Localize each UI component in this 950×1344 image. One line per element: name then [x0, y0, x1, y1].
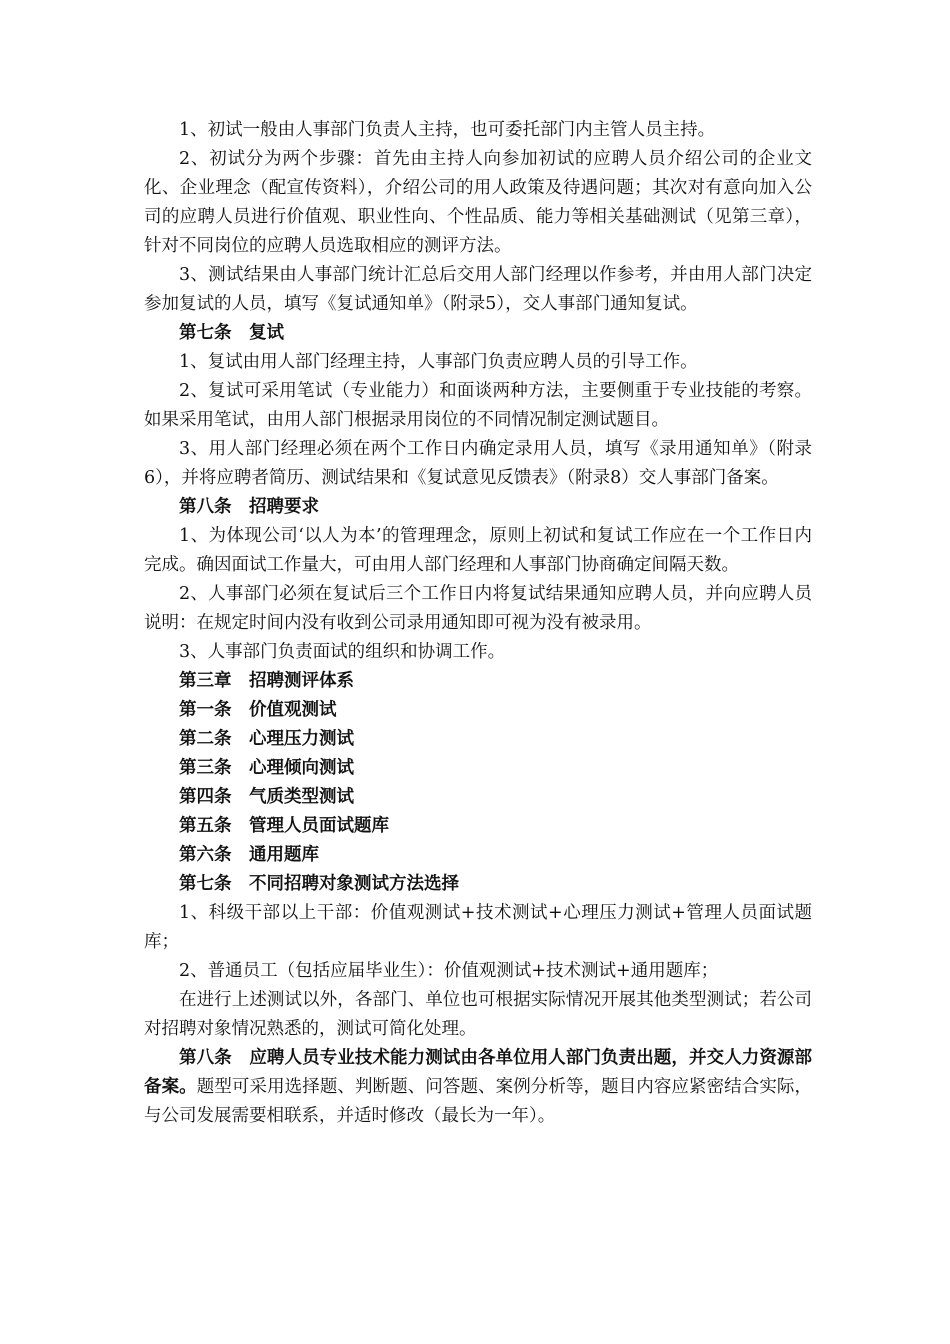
section-heading: 第六条 通用题库 — [179, 845, 319, 865]
section-heading: 第七条 不同招聘对象测试方法选择 — [179, 874, 459, 894]
paragraph: 2、普通员工（包括应届毕业生）：价值观测试+技术测试+通用题库； — [179, 961, 719, 981]
paragraph: 3、测试结果由人事部门统计汇总后交用人部门经理以作参考，并由用人部门决定参加复试的人员，填写《复试通知单》（附录5），交人事部门通知复试。 — [144, 265, 812, 314]
section-heading: 第一条 价值观测试 — [179, 700, 337, 720]
chapter-heading: 第三章 招聘测评体系 — [179, 671, 354, 691]
paragraph: 在进行上述测试以外，各部门、单位也可根据实际情况开展其他类型测试；若公司对招聘对象情况熟悉的，测试可简化处理。 — [144, 990, 812, 1039]
paragraph: 1、为体现公司‘以人为本’的管理理念，原则上初试和复试工作应在一个工作日内完成。确因面试工作量大，可由用人部门经理和人事部门协商确定间隔天数。 — [144, 526, 812, 575]
section-heading: 第五条 管理人员面试题库 — [179, 816, 389, 836]
paragraph: 3、用人部门经理必须在两个工作日内确定录用人员，填写《录用通知单》（附录6），并将应聘者简历、测试结果和《复试意见反馈表》（附录8）交人事部门备案。 — [144, 439, 812, 488]
paragraph: 2、初试分为两个步骤：首先由主持人向参加初试的应聘人员介绍公司的企业文化、企业理念（配宣传资料），介绍公司的用人政策及待遇问题；其次对有意向加入公司的应聘人员进行价值观、职业性向、个性品质、能力等相关基础测试（见第三章），针对不同岗位的应聘人员选取相应的测评方法。 — [144, 149, 812, 256]
paragraph: 1、科级干部以上干部：价值观测试+技术测试+心理压力测试+管理人员面试题库； — [144, 903, 812, 952]
section-heading: 第七条 复试 — [179, 323, 284, 343]
section-heading: 第四条 气质类型测试 — [179, 787, 354, 807]
paragraph: 2、人事部门必须在复试后三个工作日内将复试结果通知应聘人员，并向应聘人员说明：在规定时间内没有收到公司录用通知即可视为没有被录用。 — [144, 584, 812, 633]
section-heading: 第三条 心理倾向测试 — [179, 758, 354, 778]
section-heading: 第二条 心理压力测试 — [179, 729, 354, 749]
paragraph: 2、复试可采用笔试（专业能力）和面谈两种方法，主要侧重于专业技能的考察。如果采用笔试，由用人部门根据录用岗位的不同情况制定测试题目。 — [144, 381, 812, 430]
section-heading: 第八条 招聘要求 — [179, 497, 319, 517]
mixed-paragraph — [144, 1044, 812, 1131]
paragraph: 1、复试由用人部门经理主持，人事部门负责应聘人员的引导工作。 — [179, 352, 698, 372]
paragraph: 3、人事部门负责面试的组织和协调工作。 — [179, 642, 506, 662]
bold-lead-text: 第八条 应聘人员专业技术能力测试由各单位用人部门负责出题，并交人力资源部备案。 — [144, 1048, 812, 1097]
document-body — [144, 116, 812, 1131]
paragraph: 1、初试一般由人事部门负责人主持，也可委托部门内主管人员主持。 — [179, 120, 716, 140]
paragraph-text: 题型可采用选择题、判断题、问答题、案例分析等，题目内容应紧密结合实际，与公司发展需要相联系，并适时修改（最长为一年）。 — [144, 1077, 813, 1126]
